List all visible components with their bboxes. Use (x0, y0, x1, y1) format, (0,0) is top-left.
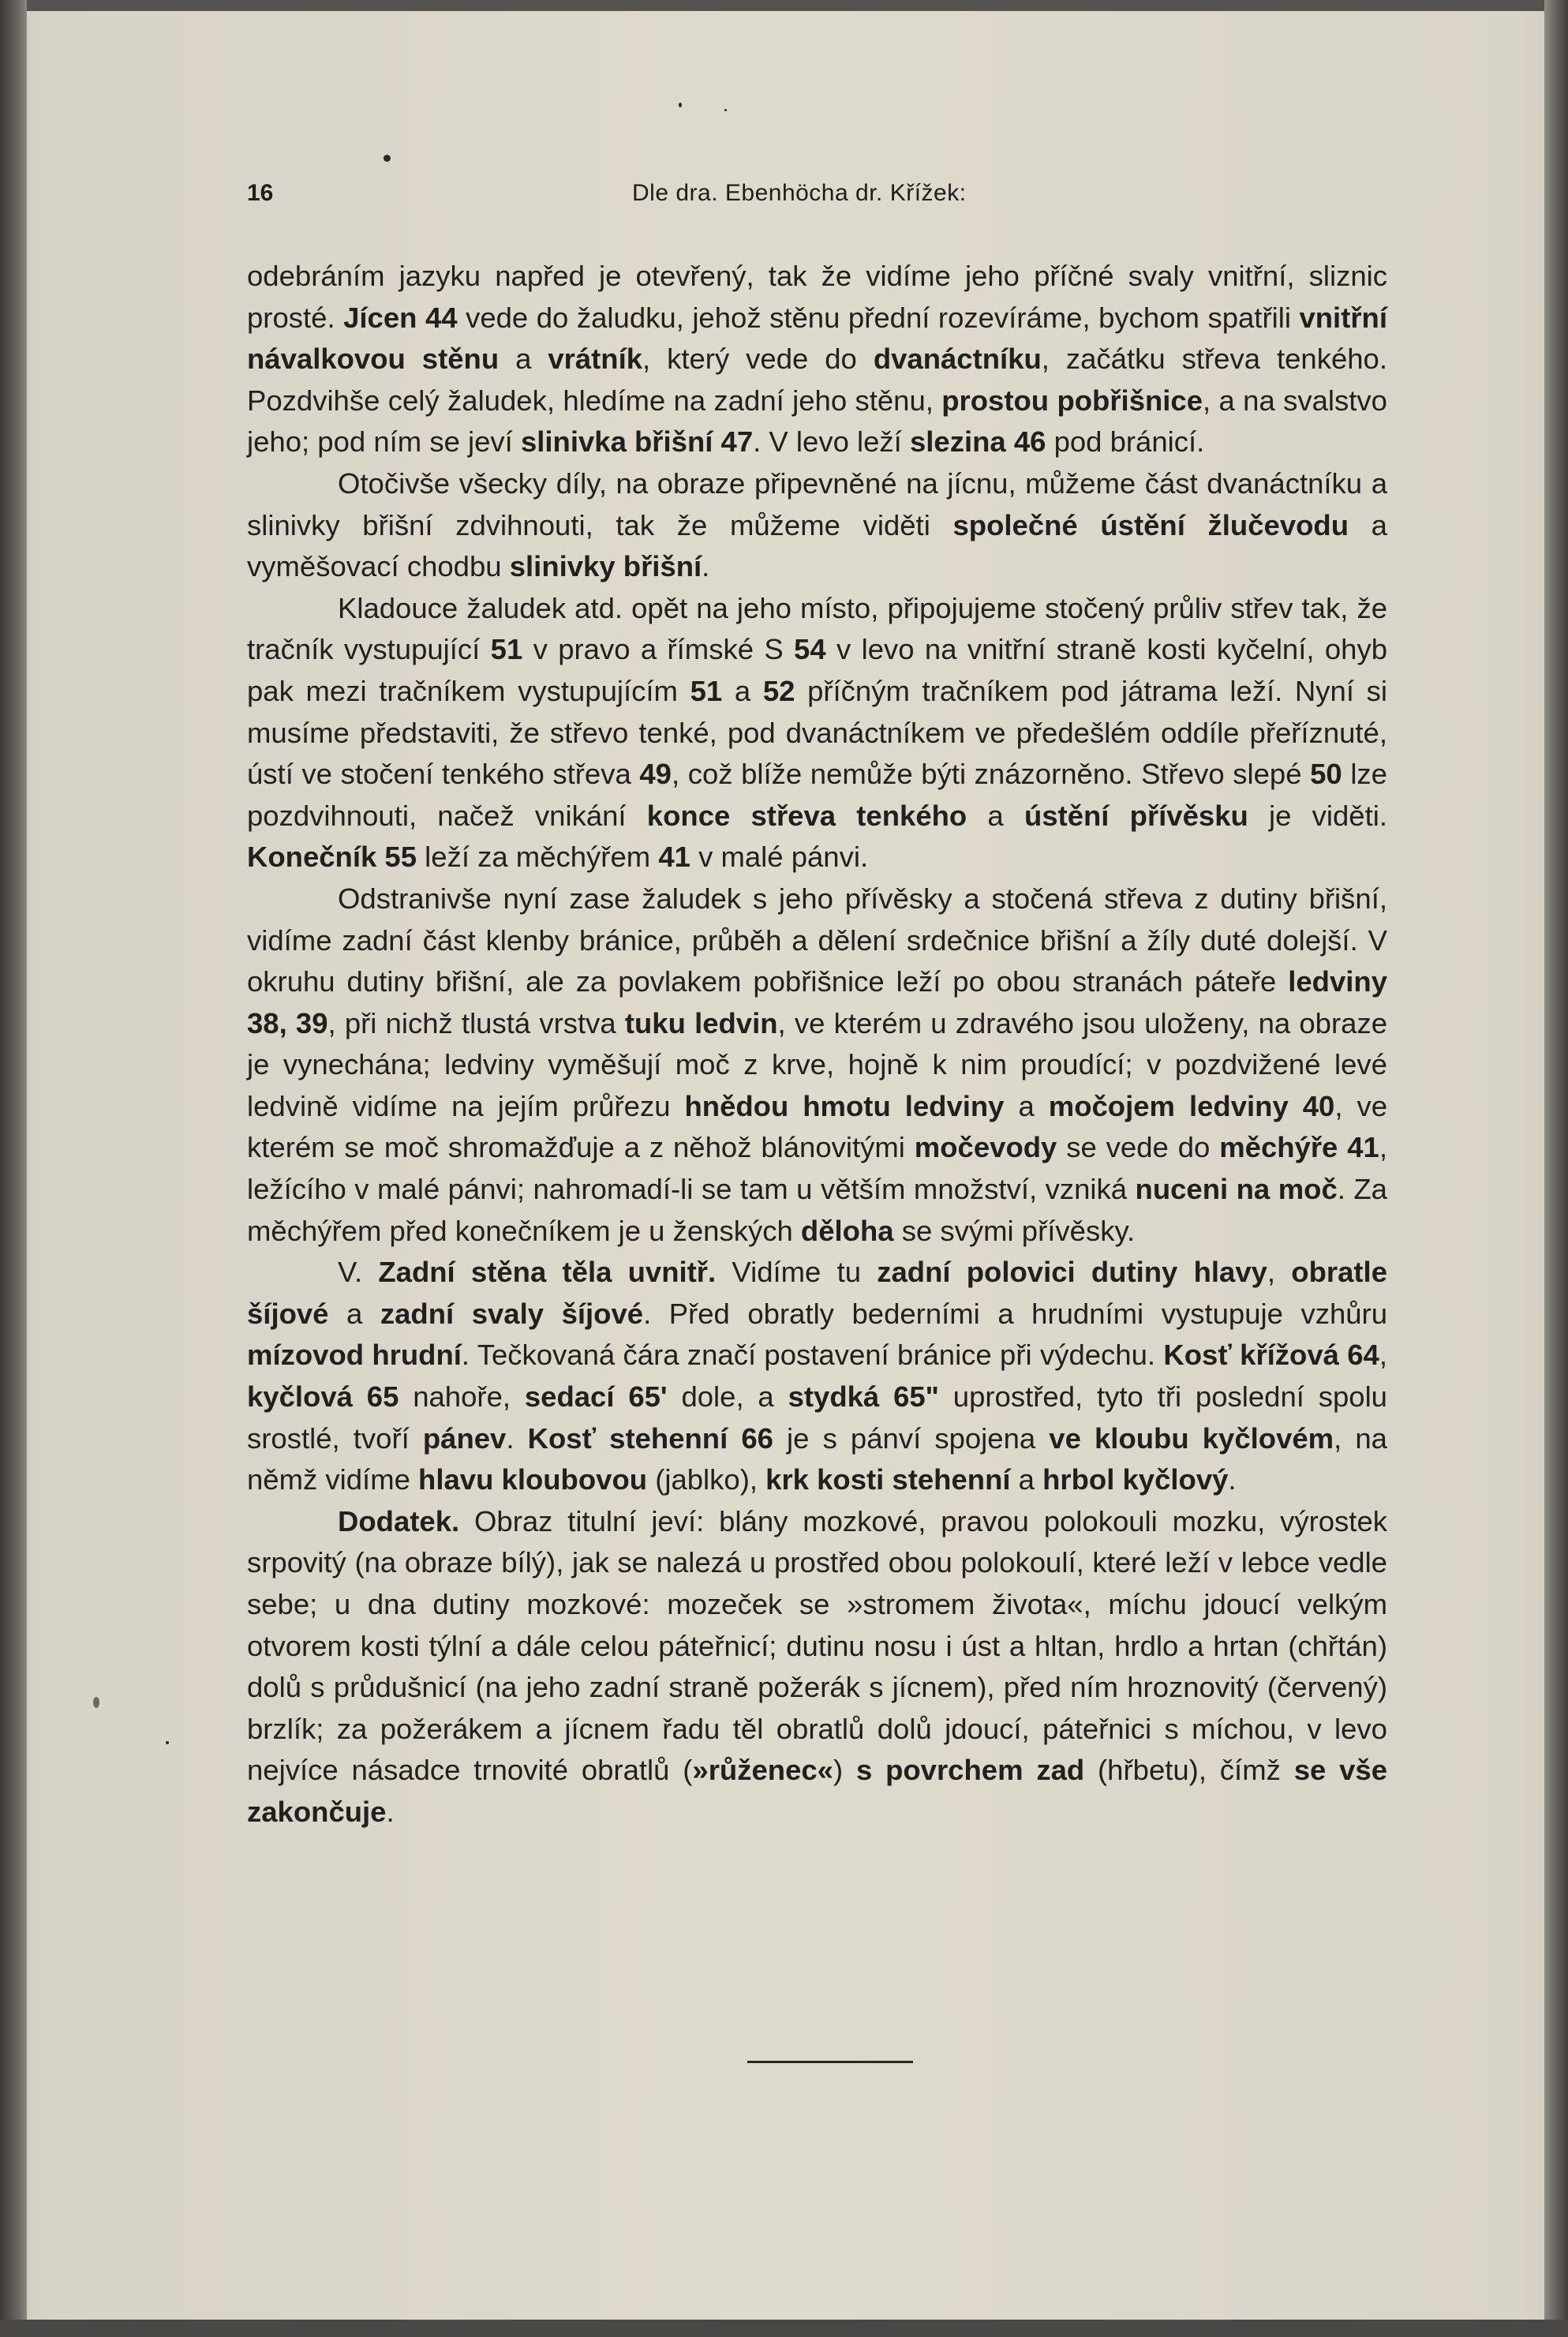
text-run: . (386, 1795, 395, 1828)
bold-term: zadní polovici dutiny hlavy (877, 1256, 1267, 1289)
bold-term: močojem ledviny 40 (1048, 1089, 1335, 1122)
text-run: Otočivše všecky díly, na obraze připevněné na jícnu, můžeme část dvanáctníku a slinivky břišní zdvihnouti, tak že můžeme viděti (247, 466, 1387, 541)
scan-edge-right (1544, 0, 1568, 2337)
paragraph-p1 (247, 256, 1387, 463)
bold-term: ústění přívěsku (1024, 799, 1248, 832)
text-run: a (967, 799, 1024, 832)
text-run: , ležícího v malé pánvi; nahromadí-li se tam u větším množství, vzniká (247, 1131, 1387, 1206)
bold-term: hnědou hmotu ledviny (684, 1089, 1005, 1122)
bold-term: »růženec« (692, 1754, 833, 1787)
bold-term: měchýře 41 (1219, 1131, 1379, 1164)
text-run: příčným tračníkem pod játrama leží. Nyní si musíme představiti, že střevo tenké, pod dvanáctníkem ve předešlém oddíle přeříznuté, ústí ve stočení tenkého střeva (247, 674, 1387, 791)
text-run: . V levo leží (753, 425, 910, 459)
text-run: (hřbetu), čímž (1084, 1754, 1294, 1787)
bold-term: tuku ledvin (624, 1006, 778, 1039)
text-run: , ve kterém u zdravého jsou uloženy, na obraze je vynechána; ledviny vyměšují moč z krve, hojně k nim proudící; v pozdvižené levé ledvině vidíme na jejím průřezu (247, 1006, 1387, 1122)
bold-term: 51 (490, 633, 523, 666)
text-run: V. (338, 1256, 379, 1289)
paragraph-p5 (247, 1252, 1387, 1501)
ink-speck (93, 1697, 99, 1708)
bold-term: sedací 65' (524, 1380, 668, 1414)
text-run: , na němž vidíme (247, 1421, 1387, 1496)
bold-term: močevody (914, 1131, 1057, 1164)
text-run: je s pánví spojena (773, 1421, 1050, 1455)
text-run: a (499, 343, 548, 376)
text-run: , (1379, 1339, 1388, 1372)
text-run: uprostřed, tyto tři poslední spolu srostlé, tvoří (247, 1380, 1387, 1455)
bold-term: vrátník (548, 343, 643, 376)
text-run: , při nichž tlustá vrstva (327, 1006, 625, 1039)
text-run: , ve kterém se moč shromažďuje a z něhož blánovitými (247, 1089, 1387, 1164)
text-run: . Před obratly bederními a hrudními vystupuje vzhůru (643, 1297, 1387, 1330)
scan-edge-bottom (0, 2320, 1568, 2337)
scan-edge-left (0, 0, 27, 2337)
text-run: v pravo a římské S (522, 633, 795, 666)
bold-term: hrbol kyčlový (1042, 1463, 1229, 1496)
paragraph-p6 (247, 1501, 1387, 1833)
text-run: lze pozdvihnouti, načež vnikání (247, 758, 1387, 832)
bold-term: slezina 46 (909, 425, 1046, 459)
bold-term: dvanáctníku (873, 343, 1042, 376)
text-run: se svými přívěsky. (893, 1214, 1136, 1247)
bold-term: Zadní stěna těla uvnitř. (378, 1256, 717, 1289)
text-run: a (1004, 1089, 1049, 1122)
bold-term: děloha (800, 1214, 894, 1247)
bold-term: Dodatek. (338, 1504, 460, 1537)
bold-term: krk kosti stehenní (765, 1463, 1011, 1496)
text-run: , (1267, 1256, 1292, 1289)
bold-term: Jícen 44 (343, 301, 458, 334)
text-run: dole, a (667, 1380, 788, 1414)
paragraph-p4 (247, 878, 1387, 1252)
bold-term: konce střeva tenkého (646, 799, 967, 832)
ink-speck (166, 1741, 169, 1744)
bold-term: ve kloubu kyčlovém (1049, 1421, 1334, 1455)
running-head: Dle dra. Ebenhöcha dr. Křížek: (632, 180, 967, 206)
ink-speck (679, 103, 682, 107)
bold-term: společné ústění žlučevodu (952, 508, 1349, 541)
bold-term: slinivka břišní 47 (520, 425, 754, 459)
text-run: v malé pánvi. (690, 841, 869, 874)
bold-term: ledviny 38, 39 (247, 965, 1387, 1039)
text-run: Vidíme tu (716, 1256, 878, 1289)
ink-speck (724, 109, 727, 111)
bold-term: vnitřní návalkovou stěnu (247, 301, 1387, 376)
bold-term: 51 (690, 674, 723, 707)
text-run: Kladouce žaludek atd. opět na jeho místo, připojujeme stočený průliv střev tak, že tračník vystupující (247, 591, 1387, 666)
bold-term: Konečník 55 (247, 841, 417, 874)
text-run: a (1010, 1463, 1043, 1496)
bold-term: 41 (658, 841, 690, 874)
text-run: . (702, 550, 710, 583)
bold-term: nuceni na moč (1135, 1173, 1338, 1206)
bold-term: mízovod hrudní (247, 1339, 462, 1372)
bold-term: kyčlová 65 (247, 1380, 399, 1414)
bold-term: 52 (762, 674, 795, 707)
text-run: Odstranivše nyní zase žaludek s jeho přívěsky a stočená střeva z dutiny břišní, vidíme zadní část klenby bránice, průběh a dělení srdečnice břišní a žíly duté dolejší. V okruhu dutiny břišní, ale za povlakem pobřišnice leží po obou stranách páteře (247, 882, 1387, 998)
bold-term: Kosť stehenní 66 (527, 1421, 773, 1455)
text-run: a (722, 674, 763, 707)
bold-term: s povrchem zad (855, 1754, 1085, 1787)
text-run: odebráním jazyku napřed je otevřený, tak že vidíme jeho příčné svaly vnitřní, sliznic prosté. (247, 260, 1387, 334)
closing-rule (747, 2061, 913, 2063)
bold-term: stydká 65" (788, 1380, 939, 1414)
text-run: nahoře, (399, 1380, 525, 1414)
paragraph-p2 (247, 463, 1387, 588)
page-header (247, 180, 1407, 227)
text-run: . Tečkovaná čára značí postavení bránice při výdechu. (461, 1339, 1164, 1372)
scan-edge-top (0, 0, 1568, 11)
body-text (247, 256, 1387, 1833)
text-run: , který vede do (642, 343, 874, 376)
paragraph-p3 (247, 588, 1387, 878)
text-run: Obraz titulní jeví: blány mozkové, pravou polokouli mozku, výrostek srpovitý (na obraze bílý), jak se nalezá u prostřed obou polokoulí, které leží v lebce vedle sebe; u dna dutiny mozkové: mozeček se »stromem života«, míchu jdoucí velkým otvorem kosti týlní a dále celou páteřnicí; dutinu nosu i úst a hltan, hrdlo a hrtan (chřtán) dolů s průdušnicí (na jeho zadní straně požerák s jícnem), před ním hroznovitý (červený) brzlík; za požerákem a jícnem řadu těl obratlů dolů jdoucí, páteřnici s míchou, v levo nejvíce násadce trnovité obratlů ( (247, 1504, 1387, 1787)
bold-term: obratle šíjové (247, 1256, 1387, 1330)
ink-speck (384, 155, 391, 162)
bold-term: pánev (422, 1421, 507, 1455)
bold-term: prostou pobřišnice (941, 384, 1203, 417)
page-number: 16 (247, 180, 274, 206)
text-run: se vede do (1057, 1131, 1220, 1164)
text-run: . (1228, 1463, 1237, 1496)
bold-term: 49 (639, 758, 672, 791)
text-run: leží za měchýřem (417, 841, 659, 874)
text-run: , což blíže nemůže býti znázorněno. Střevo slepé (671, 758, 1311, 791)
text-run: a vyměšovací chodbu (247, 508, 1387, 583)
text-run: , začátku střeva tenkého. Pozdvihše celý žaludek, hledíme na zadní jeho stěnu, (247, 343, 1387, 417)
bold-term: Kosť křížová 64 (1163, 1339, 1379, 1372)
text-run: . Za měchýřem před konečníkem je u ženských (247, 1173, 1387, 1247)
bold-term: 54 (794, 633, 826, 666)
text-run: . (506, 1421, 528, 1455)
bold-term: hlavu kloubovou (418, 1463, 648, 1496)
text-run: ) (833, 1754, 856, 1787)
bold-term: 50 (1310, 758, 1342, 791)
text-run: je viděti. (1248, 799, 1387, 832)
text-run: pod bránicí. (1046, 425, 1205, 459)
text-run: vede do žaludku, jehož stěnu přední rozevíráme, bychom spatřili (457, 301, 1300, 334)
bold-term: slinivky břišní (509, 550, 702, 583)
bold-term: zadní svaly šíjové (380, 1297, 644, 1330)
bold-term: se vše zakončuje (247, 1754, 1388, 1828)
text-run: (jablko), (647, 1463, 766, 1496)
text-run: , a na svalstvo jeho; pod ním se jeví (247, 384, 1387, 459)
text-run: a (328, 1297, 380, 1330)
text-run: v levo na vnitřní straně kosti kyčelní, ohyb pak mezi tračníkem vystupujícím (247, 633, 1388, 707)
